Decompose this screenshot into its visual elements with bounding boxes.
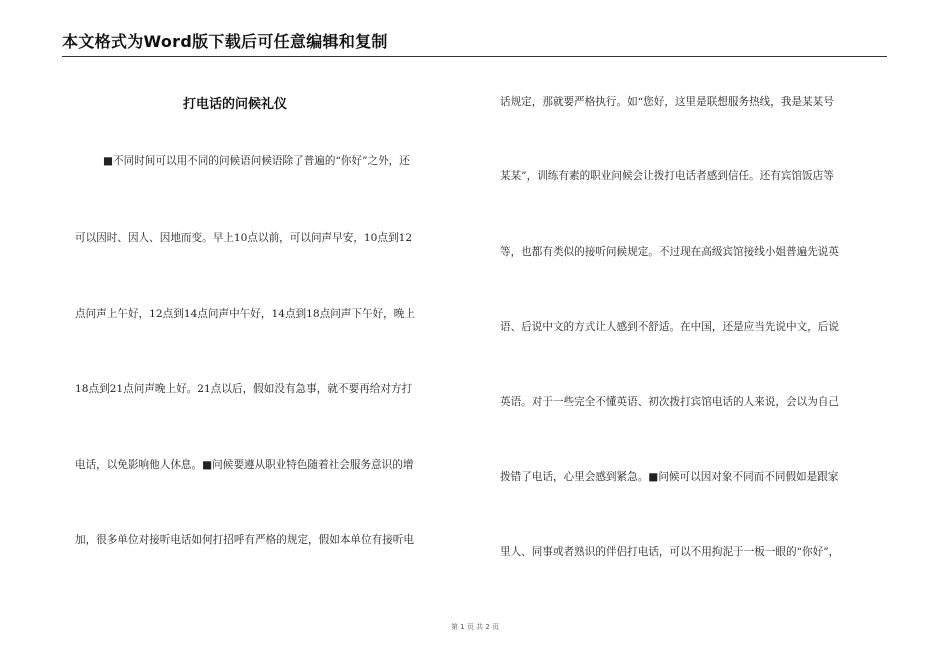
text-line: 某某”，训练有素的职业问候会让拨打电话者感到信任。还有宾馆饭店等 (500, 170, 834, 182)
text-line: 等，也都有类似的接听问候规定。不过现在高级宾馆接线小姐普遍先说英 (500, 246, 839, 258)
banner-text: 本文格式为Word版下载后可任意编辑和复制 (62, 32, 388, 51)
text-line: 点问声上午好，12点到14点问声中午好，14点到18点问声下午好，晚上 (75, 308, 415, 320)
text-line: 拨错了电话，心里会感到紧急。■问候可以因对象不同而不同假如是跟家 (500, 471, 839, 483)
text-line: 话规定，那就要严格执行。如“您好，这里是联想服务热线，我是某某号 (500, 96, 834, 108)
text-line: 可以因时、因人、因地而变。早上10点以前，可以问声早安，10点到12 (75, 232, 413, 244)
page-number: 第 1 页 共 2 页 (450, 623, 500, 631)
text-line: 语、后说中文的方式让人感到不舒适。在中国，还是应当先说中文，后说 (500, 321, 839, 333)
text-line: 加，很多单位对接听电话如何打招呼有严格的规定，假如本单位有接听电 (75, 534, 414, 546)
text-line: ■不同时间可以用不同的问候语问候语除了普遍的“你好”之外，还 (103, 155, 410, 167)
text-line: 电话，以免影响他人休息。■问候要遵从职业特色随着社会服务意识的增 (75, 459, 414, 471)
text-line: 18点到21点问声晚上好。21点以后，假如没有急事，就不要再给对方打 (75, 383, 413, 395)
text-line: 英语。对于一些完全不懂英语、初次拨打宾馆电话的人来说，会以为自己 (500, 396, 839, 408)
document-banner (62, 30, 887, 57)
text-line: 里人、同事或者熟识的伴侣打电话，可以不用拘泥于一板一眼的“你好”， (500, 546, 840, 558)
document-title: 打电话的问候礼仪 (182, 97, 287, 112)
